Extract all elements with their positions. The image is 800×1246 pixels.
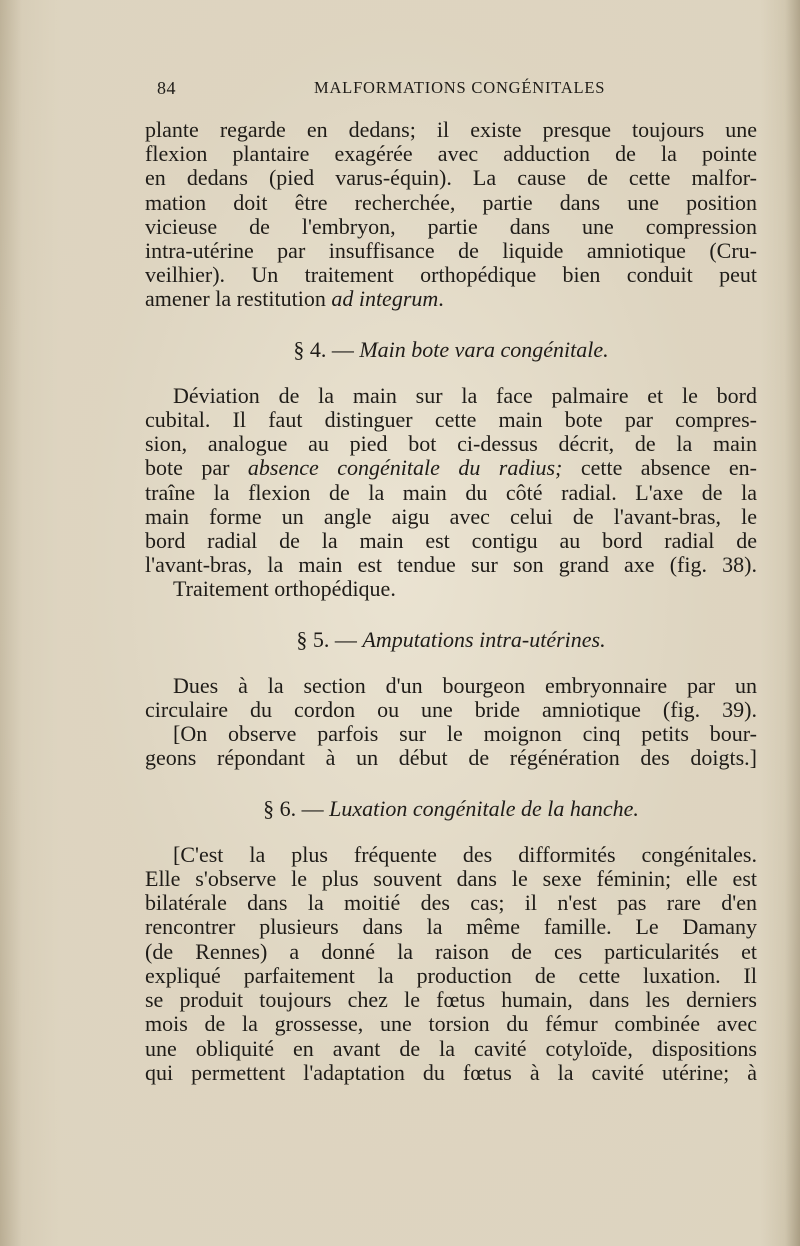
text-line [145,287,757,311]
text-line: bilatérale dans la moitié des cas; il n'est pas rare d'en [145,890,757,916]
text-line: Elle s'observe le plus souvent dans le sexe féminin; elle est [145,866,757,892]
italic-term: absence congénitale du radius; [247,455,563,481]
paragraph-main-bote [145,384,757,602]
section-dash: — [296,795,330,821]
text-line: une obliquité en avant de la cavité cotyloïde, dispositions [145,1035,757,1061]
text-line: se produit toujours chez le fœtus humain, dans les derniers [145,987,757,1013]
text-segment: bote par [145,455,248,481]
section-title: Amputations intra-utérines. [362,626,606,652]
text-segment: amener la restitution [145,286,332,312]
section-title: Main bote vara congénitale. [359,336,609,362]
text-line: rencontrer plusieurs dans la même famille. Le Damany [145,914,757,940]
page-header [152,78,757,104]
section-title: Luxation congénitale de la hanche. [329,795,639,821]
paragraph-amputations [145,674,757,771]
text-segment: . [438,286,444,312]
section-dash: — [326,336,360,362]
text-line: Traitement orthopédique. [173,576,396,602]
text-line: main forme un angle aigu avec celui de l'avant-bras, le [145,503,757,529]
section-heading-4 [145,338,757,362]
text-line: intra-utérine par insuffisance de liquide amniotique (Cru- [145,238,757,264]
text-line: en dedans (pied varus-équin). La cause de cette malfor- [145,165,757,191]
text-line: qui permettent l'adaptation du fœtus à la cavité utérine; à [145,1059,757,1085]
italic-term: ad integrum [331,286,439,312]
paragraph-pied-varus [145,118,757,312]
section-heading-6 [145,797,757,821]
text-line: mation doit être recherchée, partie dans une position [145,189,757,215]
text-line: circulaire du cordon ou une bride amniotique (fig. 39). [145,697,757,723]
section-number: § 5. [296,626,330,652]
text-line: veilhier). Un traitement orthopédique bien conduit peut [145,262,757,288]
text-segment: cette absence en- [562,455,757,481]
text-line: (de Rennes) a donné la raison de ces particularités et [145,938,757,964]
text-line: [On observe parfois sur le moignon cinq petits bour- [173,721,757,747]
text-line: mois de la grossesse, une torsion du fémur combinée avec [145,1011,757,1037]
text-line: bord radial de la main est contigu au bord radial de [145,528,757,554]
text-line: traîne la flexion de la main du côté radial. L'axe de la [145,479,757,505]
running-head: MALFORMATIONS CONGÉNITALES [314,78,606,97]
text-line: flexion plantaire exagérée avec adduction de la pointe [145,141,757,167]
section-heading-5 [145,628,757,652]
section-number: § 4. [293,336,327,362]
text-line: cubital. Il faut distinguer cette main bote par compres- [145,407,757,433]
body-text [145,118,757,1085]
text-line: l'avant-bras, la main est tendue sur son grand axe (fig. 38). [145,552,757,578]
paragraph-luxation-hanche [145,843,757,1085]
page-number: 84 [157,78,176,98]
section-number: § 6. [263,795,297,821]
section-dash: — [329,626,363,652]
text-line: Dues à la section d'un bourgeon embryonnaire par un [173,672,757,698]
text-line [145,456,757,480]
text-line: Déviation de la main sur la face palmaire et le bord [173,382,757,408]
text-line: sion, analogue au pied bot ci-dessus décrit, de la main [145,431,757,457]
text-line: vicieuse de l'embryon, partie dans une compression [145,213,757,239]
text-line: [C'est la plus fréquente des difformités congénitales. [173,841,757,867]
text-line: plante regarde en dedans; il existe presque toujours une [145,117,757,142]
text-line: expliqué parfaitement la production de cette luxation. Il [145,962,757,988]
text-line: geons répondant à un début de régénération des doigts.] [145,745,757,771]
